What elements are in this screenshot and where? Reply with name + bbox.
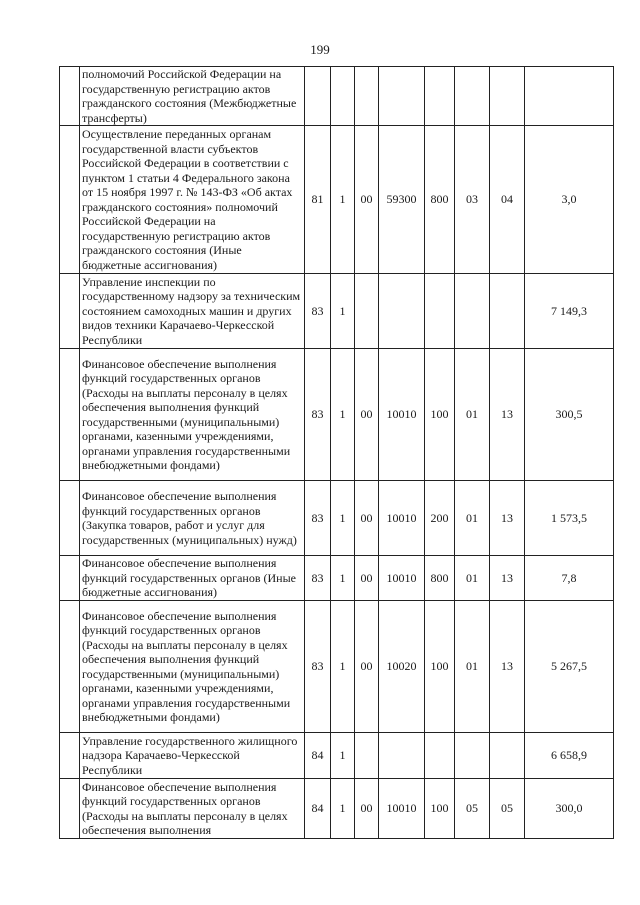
item-code	[379, 67, 425, 126]
expense-name: Управление государственного жилищного надзора Карачаево-Черкесской Республики	[80, 733, 305, 779]
expense-name: Финансовое обеспечение выполнения функций государственных органов (Иные бюджетные ассигнования)	[80, 556, 305, 601]
index-cell	[60, 556, 80, 601]
section-code: 1	[331, 779, 355, 839]
subsection-code: 00	[355, 481, 379, 556]
section-code: 1	[331, 556, 355, 601]
rz-code: 05	[455, 779, 490, 839]
table-row	[60, 601, 614, 733]
ministry-code: 81	[305, 126, 331, 274]
pr-code: 05	[490, 779, 525, 839]
item-code	[379, 733, 425, 779]
item-code	[379, 274, 425, 349]
pr-code: 04	[490, 126, 525, 274]
item-code: 59300	[379, 126, 425, 274]
amount: 7 149,3	[525, 274, 614, 349]
section-code: 1	[331, 481, 355, 556]
table-row	[60, 126, 614, 274]
amount: 3,0	[525, 126, 614, 274]
expense-kind-code: 100	[425, 349, 455, 481]
rz-code	[455, 733, 490, 779]
amount: 7,8	[525, 556, 614, 601]
expense-name: Осуществление переданных органам государственной власти субъектов Российской Федерации в соответствии с пунктом 1 статьи 4 Федерального закона от 15 ноября 1997 г. № 143-ФЗ «Об актах гражданского состояния» полномочий Российской Федерации на государственную регистрацию актов гражданского состояния (Иные бюджетные ассигнования)	[80, 126, 305, 274]
expense-name: полномочий Российской Федерации на государственную регистрацию актов гражданского состояния (Межбюджетные трансферты)	[80, 67, 305, 126]
pr-code: 13	[490, 481, 525, 556]
rz-code: 03	[455, 126, 490, 274]
expense-name: Финансовое обеспечение выполнения функций государственных органов (Расходы на выплаты персоналу в целях обеспечения выполнения функций государственными (муниципальными) органами, казенными учреждениями, органами управления государственными внебюджетными фондами)	[80, 349, 305, 481]
section-code: 1	[331, 126, 355, 274]
expense-kind-code: 100	[425, 601, 455, 733]
table-row	[60, 556, 614, 601]
subsection-code: 00	[355, 601, 379, 733]
subsection-code: 00	[355, 779, 379, 839]
index-cell	[60, 779, 80, 839]
budget-table	[59, 66, 614, 839]
page-number: 199	[310, 42, 330, 57]
amount: 300,5	[525, 349, 614, 481]
ministry-code: 83	[305, 556, 331, 601]
amount: 6 658,9	[525, 733, 614, 779]
ministry-code: 83	[305, 481, 331, 556]
expense-name: Финансовое обеспечение выполнения функций государственных органов (Закупка товаров, работ и услуг для государственных (муниципальных) нужд)	[80, 481, 305, 556]
ministry-code: 83	[305, 601, 331, 733]
pr-code	[490, 733, 525, 779]
section-code	[331, 67, 355, 126]
index-cell	[60, 67, 80, 126]
pr-code: 13	[490, 601, 525, 733]
expense-name: Финансовое обеспечение выполнения функций государственных органов (Расходы на выплаты персоналу в целях обеспечения выполнения	[80, 779, 305, 839]
amount	[525, 67, 614, 126]
index-cell	[60, 126, 80, 274]
expense-kind-code	[425, 67, 455, 126]
index-cell	[60, 274, 80, 349]
item-code: 10010	[379, 556, 425, 601]
item-code: 10010	[379, 349, 425, 481]
table-body	[60, 67, 614, 839]
table-row	[60, 733, 614, 779]
table-row	[60, 67, 614, 126]
expense-kind-code	[425, 274, 455, 349]
index-cell	[60, 481, 80, 556]
ministry-code: 83	[305, 349, 331, 481]
expense-name: Управление инспекции по государственному надзору за техническим состоянием самоходных машин и других видов техники Карачаево-Черкесской Республики	[80, 274, 305, 349]
section-code: 1	[331, 601, 355, 733]
table-row	[60, 274, 614, 349]
expense-name: Финансовое обеспечение выполнения функций государственных органов (Расходы на выплаты персоналу в целях обеспечения выполнения функций государственными (муниципальными) органами, казенными учреждениями, органами управления государственными внебюджетными фондами)	[80, 601, 305, 733]
subsection-code	[355, 274, 379, 349]
amount: 1 573,5	[525, 481, 614, 556]
subsection-code: 00	[355, 126, 379, 274]
rz-code: 01	[455, 481, 490, 556]
expense-kind-code: 800	[425, 126, 455, 274]
section-code: 1	[331, 733, 355, 779]
index-cell	[60, 733, 80, 779]
item-code: 10020	[379, 601, 425, 733]
rz-code: 01	[455, 556, 490, 601]
table-row	[60, 779, 614, 839]
section-code: 1	[331, 349, 355, 481]
subsection-code: 00	[355, 349, 379, 481]
ministry-code: 83	[305, 274, 331, 349]
table-row	[60, 349, 614, 481]
amount: 5 267,5	[525, 601, 614, 733]
section-code: 1	[331, 274, 355, 349]
item-code: 10010	[379, 481, 425, 556]
index-cell	[60, 349, 80, 481]
rz-code	[455, 274, 490, 349]
ministry-code	[305, 67, 331, 126]
subsection-code	[355, 67, 379, 126]
rz-code: 01	[455, 601, 490, 733]
item-code: 10010	[379, 779, 425, 839]
expense-kind-code	[425, 733, 455, 779]
table-row	[60, 481, 614, 556]
index-cell	[60, 601, 80, 733]
rz-code	[455, 67, 490, 126]
rz-code: 01	[455, 349, 490, 481]
subsection-code	[355, 733, 379, 779]
pr-code	[490, 274, 525, 349]
pr-code: 13	[490, 349, 525, 481]
amount: 300,0	[525, 779, 614, 839]
pr-code: 13	[490, 556, 525, 601]
ministry-code: 84	[305, 779, 331, 839]
pr-code	[490, 67, 525, 126]
expense-kind-code: 100	[425, 779, 455, 839]
ministry-code: 84	[305, 733, 331, 779]
expense-kind-code: 200	[425, 481, 455, 556]
subsection-code: 00	[355, 556, 379, 601]
expense-kind-code: 800	[425, 556, 455, 601]
